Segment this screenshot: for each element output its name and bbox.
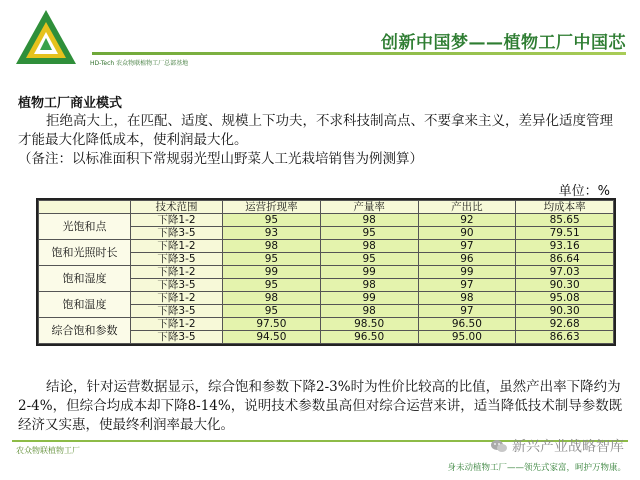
group-label-cell: 光饱和点 xyxy=(39,214,131,240)
group-label-cell: 饱和光照时长 xyxy=(39,240,131,266)
value-cell: 90.30 xyxy=(516,279,614,292)
table-row xyxy=(39,318,614,331)
table-header-row xyxy=(39,201,614,214)
value-cell: 98 xyxy=(320,305,418,318)
conclusion-text xyxy=(18,378,628,435)
table-row xyxy=(39,292,614,305)
range-cell: 下降3-5 xyxy=(131,331,223,344)
value-cell: 98.50 xyxy=(320,318,418,331)
range-cell: 下降3-5 xyxy=(131,279,223,292)
watermark-text: 新兴产业战略智库 xyxy=(512,439,624,455)
value-cell: 95 xyxy=(223,253,321,266)
value-cell: 95 xyxy=(223,214,321,227)
value-cell: 98 xyxy=(320,240,418,253)
value-cell: 96.50 xyxy=(418,318,516,331)
value-cell: 86.64 xyxy=(516,253,614,266)
value-cell: 96 xyxy=(418,253,516,266)
data-table xyxy=(38,200,614,344)
table-header-cell: 产出比 xyxy=(418,201,516,214)
range-cell: 下降1-2 xyxy=(131,292,223,305)
value-cell: 97 xyxy=(418,240,516,253)
footer-left-text: 农众物联植物工厂 xyxy=(16,446,80,455)
intro-note: （备注：以标准面积下常规弱光型山野菜人工光栽培销售为例测算） xyxy=(18,151,423,167)
table-row xyxy=(39,240,614,253)
value-cell: 99 xyxy=(320,266,418,279)
value-cell: 92.68 xyxy=(516,318,614,331)
value-cell: 98 xyxy=(320,214,418,227)
value-cell: 90 xyxy=(418,227,516,240)
table-header-cell: 均成本率 xyxy=(516,201,614,214)
table-header-cell: 产量率 xyxy=(320,201,418,214)
table-header-cell xyxy=(39,201,131,214)
value-cell: 95 xyxy=(320,253,418,266)
intro-paragraph: 拒绝高大上，在匹配、适度、规模上下功夫，不求科技制高点、不要拿来主义，差异化适度管理才能最大化降低成本，使利润最大化。 xyxy=(18,113,613,148)
group-label-cell: 饱和温度 xyxy=(39,292,131,318)
value-cell: 79.51 xyxy=(516,227,614,240)
value-cell: 96.50 xyxy=(320,331,418,344)
table-row xyxy=(39,266,614,279)
table-header-cell: 技术范围 xyxy=(131,201,223,214)
table-header-cell: 运营折现率 xyxy=(223,201,321,214)
value-cell: 98 xyxy=(223,240,321,253)
slogan: 创新中国梦——植物工厂中国芯 xyxy=(381,33,626,53)
range-cell: 下降1-2 xyxy=(131,214,223,227)
value-cell: 93 xyxy=(223,227,321,240)
value-cell: 97 xyxy=(418,305,516,318)
intro-text xyxy=(18,112,626,169)
watermark xyxy=(490,436,624,456)
table-body xyxy=(39,214,614,344)
table-row xyxy=(39,214,614,227)
range-cell: 下降1-2 xyxy=(131,318,223,331)
data-table-wrapper xyxy=(36,198,616,346)
group-label-cell: 饱和湿度 xyxy=(39,266,131,292)
value-cell: 95.08 xyxy=(516,292,614,305)
value-cell: 98 xyxy=(320,279,418,292)
value-cell: 90.30 xyxy=(516,305,614,318)
value-cell: 99 xyxy=(418,266,516,279)
value-cell: 85.65 xyxy=(516,214,614,227)
range-cell: 下降3-5 xyxy=(131,227,223,240)
value-cell: 99 xyxy=(223,266,321,279)
conclusion-paragraph: 结论，针对运营数据显示，综合饱和参数下降2-3%时为性价比较高的比值，虽然产出率下降约为2-4%，但综合均成本却下降8-14%，说明技术参数虽高但对综合运营来讲，适当降低技术制导参数既经济又实惠，使最终利润率最大化。 xyxy=(18,379,623,433)
wechat-icon xyxy=(490,437,508,455)
unit-label: 单位：% xyxy=(558,184,610,199)
value-cell: 97.50 xyxy=(223,318,321,331)
value-cell: 95 xyxy=(223,279,321,292)
value-cell: 95.00 xyxy=(418,331,516,344)
range-cell: 下降3-5 xyxy=(131,305,223,318)
value-cell: 97.03 xyxy=(516,266,614,279)
group-label-cell: 综合饱和参数 xyxy=(39,318,131,344)
section-title: 植物工厂商业模式 xyxy=(18,96,123,111)
value-cell: 93.16 xyxy=(516,240,614,253)
value-cell: 95 xyxy=(223,305,321,318)
value-cell: 95 xyxy=(320,227,418,240)
logo-caption: HD-Tech 农众物联植物工厂总部基地 xyxy=(90,60,189,67)
value-cell: 86.63 xyxy=(516,331,614,344)
range-cell: 下降1-2 xyxy=(131,240,223,253)
value-cell: 97 xyxy=(418,279,516,292)
value-cell: 94.50 xyxy=(223,331,321,344)
company-logo xyxy=(14,8,78,70)
value-cell: 98 xyxy=(223,292,321,305)
range-cell: 下降1-2 xyxy=(131,266,223,279)
value-cell: 98 xyxy=(418,292,516,305)
value-cell: 92 xyxy=(418,214,516,227)
footer-right-text: 身未动植物工厂——领先式家富，呵护万物康。 xyxy=(447,463,626,473)
range-cell: 下降3-5 xyxy=(131,253,223,266)
value-cell: 99 xyxy=(320,292,418,305)
